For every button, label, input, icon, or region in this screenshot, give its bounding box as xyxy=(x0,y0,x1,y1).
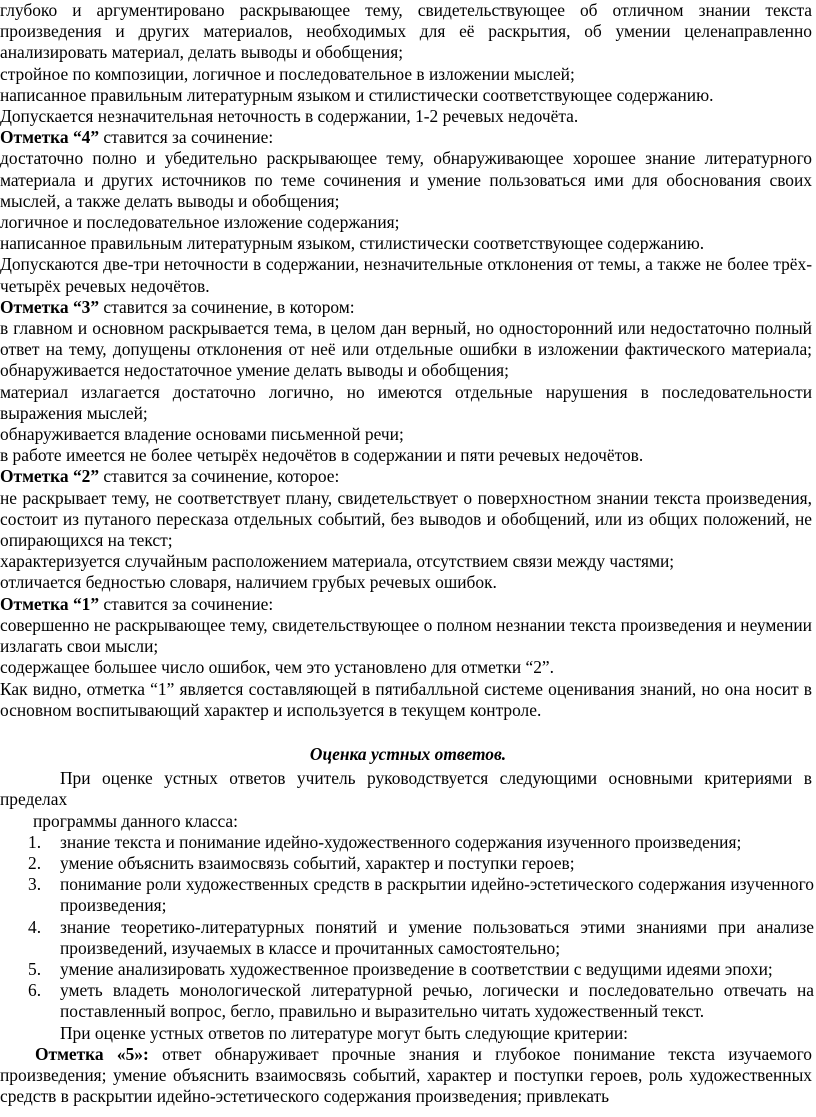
criteria-number: 2. xyxy=(28,852,42,873)
mark1-item: совершенно не раскрывающее тему, свидетельствующее о полном незнании текста произведения и неумении излагать свои мысли; xyxy=(0,614,812,657)
criteria-item xyxy=(0,917,816,959)
criteria-text: знание теоретико-литературных понятий и умение пользоваться этими знаниями при анализе произведений, изучаемых в классе и прочитанных самостоятельно; xyxy=(60,916,814,958)
mark1-item: содержащее большее число ошибок, чем это установлено для отметки “2”. xyxy=(0,657,554,678)
criteria-text: понимание роли художественных средств в раскрытии идейно-эстетического содержания изученного произведения; xyxy=(60,874,814,916)
mark3-item: в работе имеется не более четырёх недочётов в содержании и пяти речевых недочётов. xyxy=(0,445,644,466)
mark1-item: Как видно, отметка “1” является составляющей в пятибалльной системе оценивания знаний, но она носит в основном воспитывающий характер и используется в текущем контроле. xyxy=(0,678,812,720)
mark4-item: достаточно полно и убедительно раскрывающее тему, обнаруживающее хорошее знание литературного материала и других источников по теме сочинения и умение пользоваться ими для обоснования своих мыслей, а также делать выводы и обобщения; xyxy=(0,148,812,211)
intro-line: написанное правильным литературным языком и стилистически соответствующее содержанию. xyxy=(0,84,714,105)
mark2-heading xyxy=(0,466,816,487)
mark2-item: характеризуется случайным расположением материала, отсутствием связи между частями; xyxy=(0,551,675,572)
mark1-heading xyxy=(0,594,816,615)
mark4-label: Отметка “4” xyxy=(0,127,100,148)
mark4-item: логичное и последовательное изложение содержания; xyxy=(0,212,400,233)
criteria-item xyxy=(0,874,816,916)
mark3-item: обнаруживается владение основами письменной речи; xyxy=(0,424,404,445)
oral-mark5-label: Отметка «5»: xyxy=(35,1043,149,1064)
intro-line: Допускается незначительная неточность в содержании, 1-2 речевых недочёта. xyxy=(0,106,579,127)
criteria-item xyxy=(0,832,816,853)
oral-mark5-text: ответ обнаруживает прочные знания и глубокое понимание текста изучаемого произведения; умение объяснить взаимосвязь событий, характер и поступки героев, роль художественных средств в раскрытии идейно-эстетического содержания произведения; привлекать xyxy=(0,1043,812,1107)
criteria-item xyxy=(0,980,816,1022)
mark3-heading xyxy=(0,297,816,318)
intro-line: глубоко и аргументировано раскрывающее тему, свидетельствующее об отличном знании текста произведения и других материалов, необходимых для её раскрытия, об умении целенаправленно анализировать материал, делать выводы и обобщения; xyxy=(0,0,812,63)
mark1-label: Отметка “1” xyxy=(0,593,100,614)
criteria-text: уметь владеть монологической литературной речью, логически и последовательно отвечать на поставленный вопрос, бегло, правильно и выразительно читать художественный текст. xyxy=(60,980,814,1022)
mark2-item: не раскрывает тему, не соответствует плану, свидетельствует о поверхностном знании текста произведения, состоит из путаного пересказа отдельных событий, без выводов и обобщений, или из общих положений, не опирающихся на текст; xyxy=(0,487,812,551)
criteria-list xyxy=(0,832,816,1023)
criteria-text: знание текста и понимание идейно-художественного содержания изученного произведения; xyxy=(60,831,742,852)
criteria-text: умение анализировать художественное произведение в соответствии с ведущими идеями эпохи; xyxy=(60,958,773,979)
mark4-heading-rest: ставится за сочинение: xyxy=(99,127,274,148)
criteria-number: 1. xyxy=(28,831,42,852)
mark3-heading-rest: ставится за сочинение, в котором: xyxy=(99,296,355,317)
mark3-label: Отметка “3” xyxy=(0,296,100,317)
mark4-item: написанное правильным литературным языком, стилистически соответствующее содержанию. xyxy=(0,233,705,254)
mark3-item: в главном и основном раскрывается тема, в целом дан верный, но односторонний или недостаточно полный ответ на тему, допущены отклонения от неё или отдельные ошибки в изложении фактического материала; обнаруживается недостаточное умение делать выводы и обобщения; xyxy=(0,318,812,381)
criteria-item xyxy=(0,959,816,980)
oral-section-title: Оценка устных ответов. xyxy=(309,743,507,764)
criteria-number: 4. xyxy=(28,916,42,937)
oral-mark5 xyxy=(0,1044,816,1108)
criteria-note: При оценке устных ответов по литературе могут быть следующие критерии: xyxy=(60,1022,629,1043)
mark4-item: Допускаются две-три неточности в содержании, незначительные отклонения от темы, а также не более трёх-четырёх речевых недочётов. xyxy=(0,254,812,296)
mark2-label: Отметка “2” xyxy=(0,466,100,487)
criteria-item xyxy=(0,853,816,874)
mark4-heading xyxy=(0,127,816,148)
criteria-number: 5. xyxy=(28,958,42,979)
mark1-heading-rest: ставится за сочинение: xyxy=(99,593,274,614)
intro-line: стройное по композиции, логичное и последовательное в изложении мыслей; xyxy=(0,63,575,84)
criteria-text: умение объяснить взаимосвязь событий, характер и поступки героев; xyxy=(60,852,575,873)
criteria-number: 6. xyxy=(28,980,42,1001)
oral-intro: При оценке устных ответов учитель руководствуется следующими основными критериями в пределах xyxy=(0,768,812,810)
mark3-item: материал излагается достаточно логично, но имеются отдельные нарушения в последовательности выражения мыслей; xyxy=(0,381,812,423)
mark2-item: отличается бедностью словаря, наличием грубых речевых ошибок. xyxy=(0,572,497,593)
oral-intro-cont: программы данного класса: xyxy=(33,810,238,831)
criteria-number: 3. xyxy=(28,874,42,895)
mark2-heading-rest: ставится за сочинение, которое: xyxy=(99,466,340,487)
